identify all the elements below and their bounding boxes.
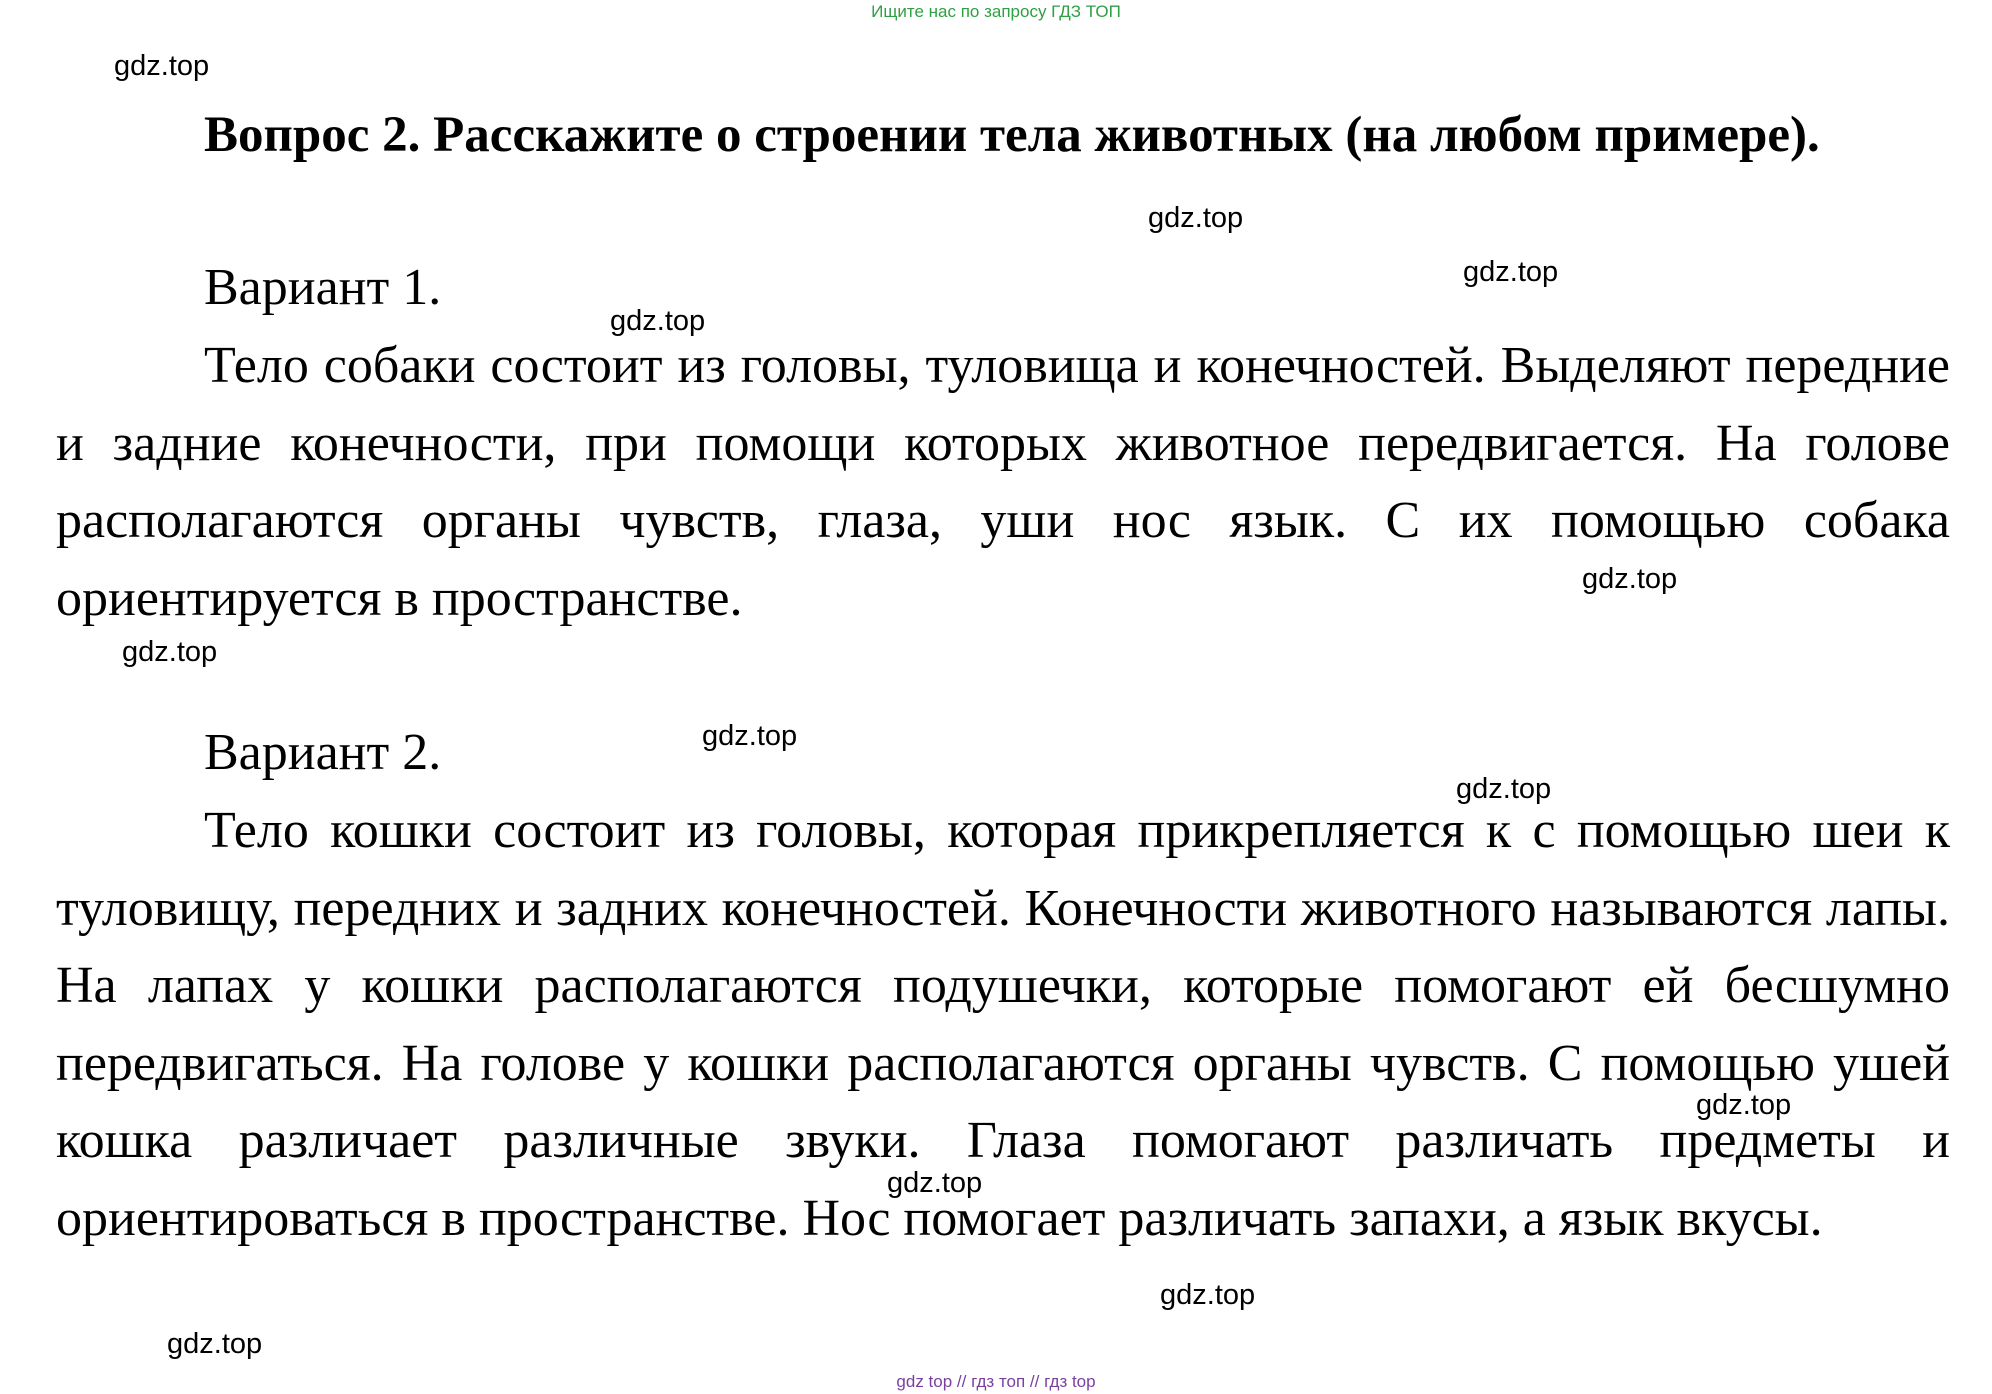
watermark: gdz.top <box>1582 563 1678 595</box>
watermark: gdz.top <box>1148 202 1244 234</box>
top-banner: Ищите нас по запросу ГДЗ ТОП <box>871 2 1121 21</box>
bottom-banner: gdz top // гдз топ // гдз top <box>896 1372 1096 1391</box>
watermark: gdz.top <box>1456 773 1552 805</box>
variant-2-text: Тело кошки состоит из головы, которая прикрепляется к с помощью шеи к туловищу, передних и задних конечностей. Конечности животного называются лапы. На лапах у кошки располагаются подушечки, которые помогают ей бесшумно передвигаться. На голове у кошки располагаются органы чувств. С помощью ушей кошка различает различные звуки. Глаза помогают различать предметы и ориентироваться в пространстве. Нос помогает различать запахи, а язык вкусы. <box>56 802 1950 1247</box>
watermark: gdz.top <box>122 636 218 668</box>
variant-1-label: Вариант 1. <box>204 259 442 316</box>
watermark: gdz.top <box>887 1167 983 1199</box>
watermark: gdz.top <box>167 1328 263 1360</box>
watermark: gdz.top <box>610 305 706 337</box>
watermark: gdz.top <box>1160 1279 1256 1311</box>
watermark: gdz.top <box>1696 1089 1792 1121</box>
question-title: Вопрос 2. Расскажите о строении тела животных (на любом примере). <box>204 107 1820 163</box>
variant-2-label: Вариант 2. <box>204 724 442 781</box>
watermark: gdz.top <box>114 50 210 82</box>
watermark: gdz.top <box>702 720 798 752</box>
variant-1-text: Тело собаки состоит из головы, туловища и конечностей. Выделяют передние и задние конечности, при помощи которых животное передвигается. На голове располагаются органы чувств, глаза, уши нос язык. С их помощью собака ориентируется в пространстве. <box>56 337 1950 627</box>
watermark: gdz.top <box>1463 256 1559 288</box>
